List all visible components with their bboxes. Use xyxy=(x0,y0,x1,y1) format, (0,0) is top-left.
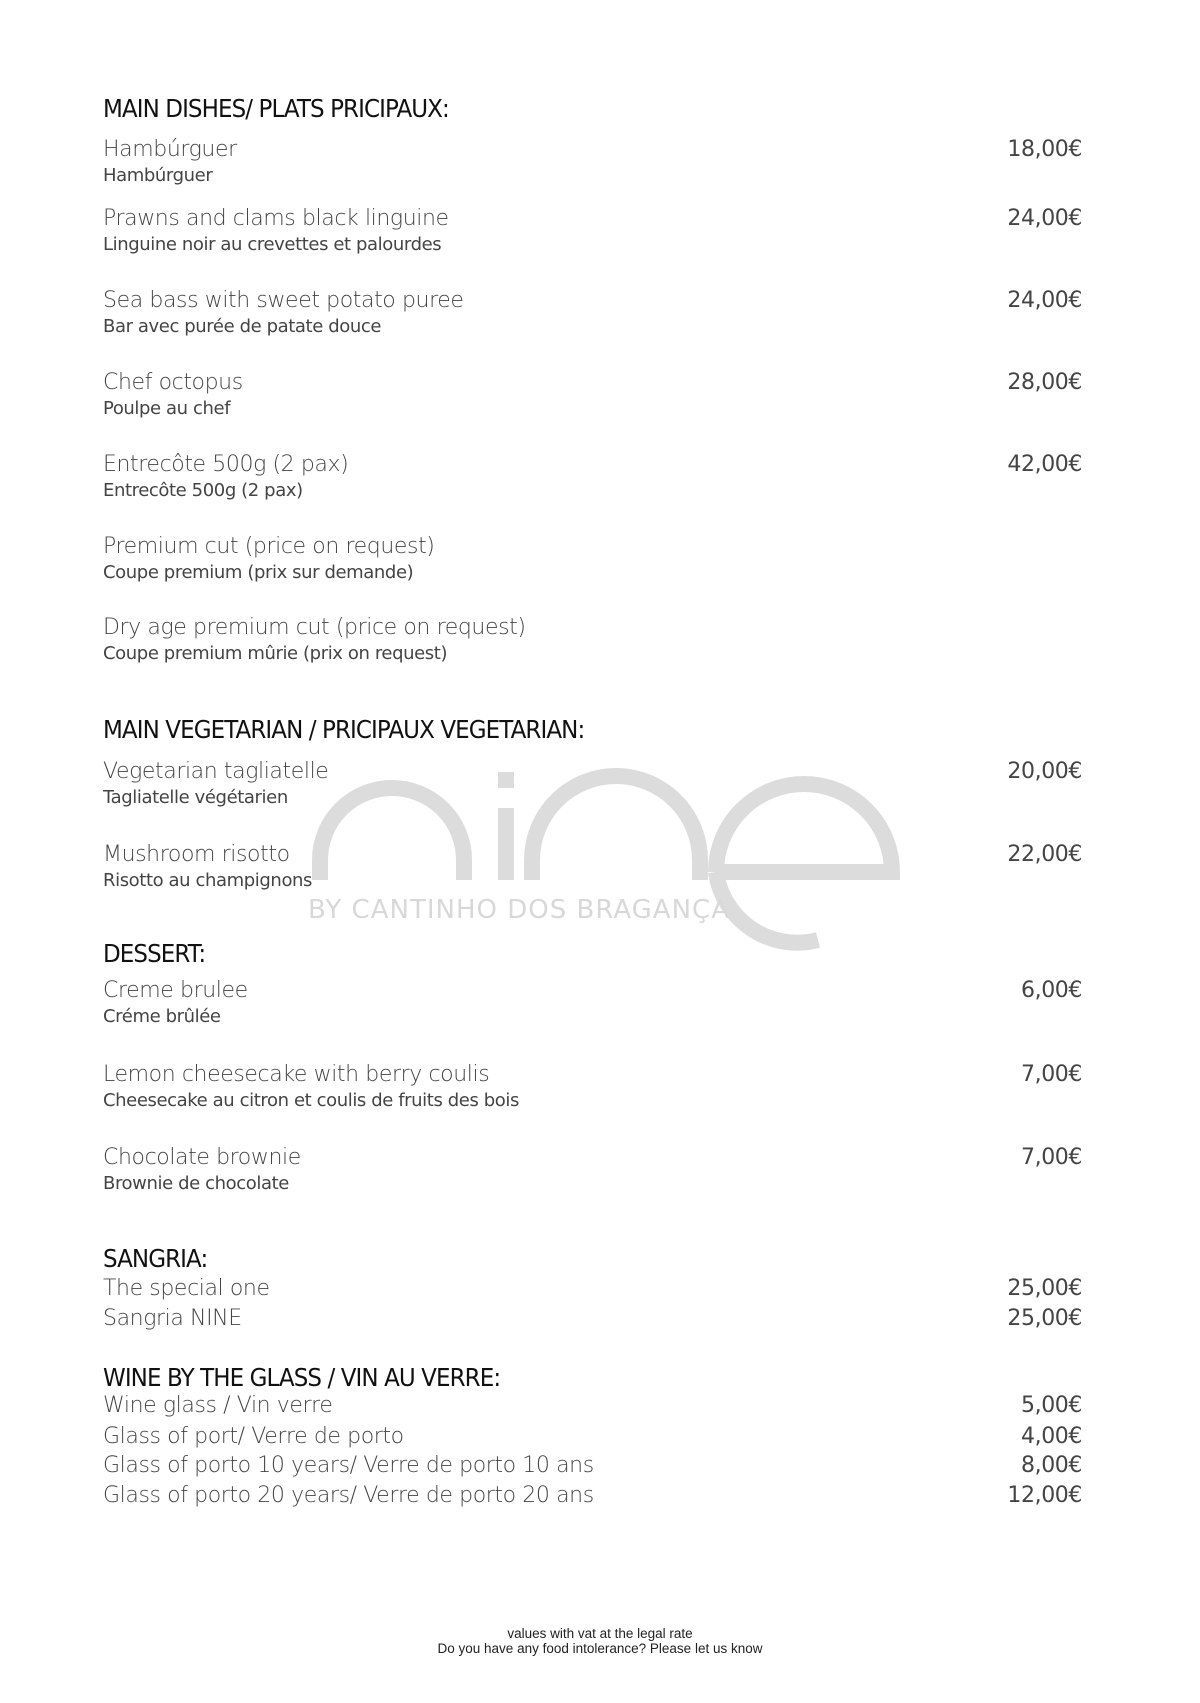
menu-item-name: Wine glass / Vin verre xyxy=(103,1393,333,1418)
menu-item-price: 7,00€ xyxy=(1021,1145,1082,1170)
menu-item-name: Creme brulee xyxy=(103,978,248,1003)
menu-item-name: Sangria NINE xyxy=(103,1306,242,1331)
menu-item-price: 8,00€ xyxy=(1021,1453,1082,1478)
menu-item-price: 7,00€ xyxy=(1021,1062,1082,1087)
section-title: WINE BY THE GLASS / VIN AU VERRE: xyxy=(103,1363,501,1392)
logo-subtitle: BY CANTINHO DOS BRAGANÇA xyxy=(308,895,730,925)
menu-item-name: Vegetarian tagliatelle xyxy=(103,759,329,784)
menu-item-translation: Risotto au champignons xyxy=(103,870,313,891)
menu-item-name: Lemon cheesecake with berry coulis xyxy=(103,1062,490,1087)
logo-letter-e xyxy=(716,784,892,943)
menu-item-price: 25,00€ xyxy=(1007,1276,1082,1301)
menu-item-price: 24,00€ xyxy=(1007,288,1082,313)
menu-item-translation: Coupe premium (prix sur demande) xyxy=(103,562,414,583)
logo-letter-n2 xyxy=(532,776,700,880)
logo-i-dot xyxy=(498,772,514,788)
menu-item-price: 18,00€ xyxy=(1007,137,1082,162)
menu-item-name: Prawns and clams black linguine xyxy=(103,206,449,231)
logo-letter-n1 xyxy=(320,788,464,880)
menu-item-name: Glass of port/ Verre de porto xyxy=(103,1424,404,1449)
menu-item-price: 42,00€ xyxy=(1007,452,1082,477)
menu-item-name: Dry age premium cut (price on request) xyxy=(103,615,526,640)
menu-item-name: Mushroom risotto xyxy=(103,842,290,867)
menu-item-price: 28,00€ xyxy=(1007,370,1082,395)
menu-item-translation: Hambúrguer xyxy=(103,165,213,186)
menu-item-translation: Coupe premium mûrie (prix on request) xyxy=(103,643,448,664)
menu-item-price: 25,00€ xyxy=(1007,1306,1082,1331)
menu-item-name: Chef octopus xyxy=(103,370,243,395)
menu-item-name: Glass of porto 20 years/ Verre de porto 20 ans xyxy=(103,1483,594,1508)
menu-item-price: 6,00€ xyxy=(1021,978,1082,1003)
menu-item-translation: Cheesecake au citron et coulis de fruits des bois xyxy=(103,1090,519,1111)
section-title: DESSERT: xyxy=(103,939,206,968)
menu-item-translation: Linguine noir au crevettes et palourdes xyxy=(103,234,442,255)
section-title: MAIN DISHES/ PLATS PRICIPAUX: xyxy=(103,94,449,123)
menu-item-name: Hambúrguer xyxy=(103,137,237,162)
menu-item-price: 5,00€ xyxy=(1021,1393,1082,1418)
menu-item-name: Entrecôte 500g (2 pax) xyxy=(103,452,349,477)
menu-item-translation: Créme brûlée xyxy=(103,1006,221,1027)
menu-item-price: 24,00€ xyxy=(1007,206,1082,231)
footer-intolerance-note: Do you have any food intolerance? Please let us know xyxy=(437,1641,763,1656)
menu-item-name: Sea bass with sweet potato puree xyxy=(103,288,464,313)
menu-item-price: 22,00€ xyxy=(1007,842,1082,867)
footer-vat-note: values with vat at the legal rate xyxy=(507,1626,693,1641)
menu-item-translation: Poulpe au chef xyxy=(103,398,231,419)
section-title: SANGRIA: xyxy=(103,1244,208,1273)
section-title: MAIN VEGETARIAN / PRICIPAUX VEGETARIAN: xyxy=(103,715,585,744)
menu-item-price: 12,00€ xyxy=(1007,1483,1082,1508)
menu-item-name: The special one xyxy=(103,1276,270,1301)
menu-item-name: Glass of porto 10 years/ Verre de porto 10 ans xyxy=(103,1453,594,1478)
menu-item-price: 20,00€ xyxy=(1007,759,1082,784)
menu-item-translation: Tagliatelle végétarien xyxy=(103,787,288,808)
menu-item-name: Chocolate brownie xyxy=(103,1145,301,1170)
menu-item-translation: Entrecôte 500g (2 pax) xyxy=(103,480,303,501)
menu-item-translation: Brownie de chocolate xyxy=(103,1173,289,1194)
menu-item-price: 4,00€ xyxy=(1021,1424,1082,1449)
menu-item-translation: Bar avec purée de patate douce xyxy=(103,316,382,337)
menu-item-name: Premium cut (price on request) xyxy=(103,534,435,559)
